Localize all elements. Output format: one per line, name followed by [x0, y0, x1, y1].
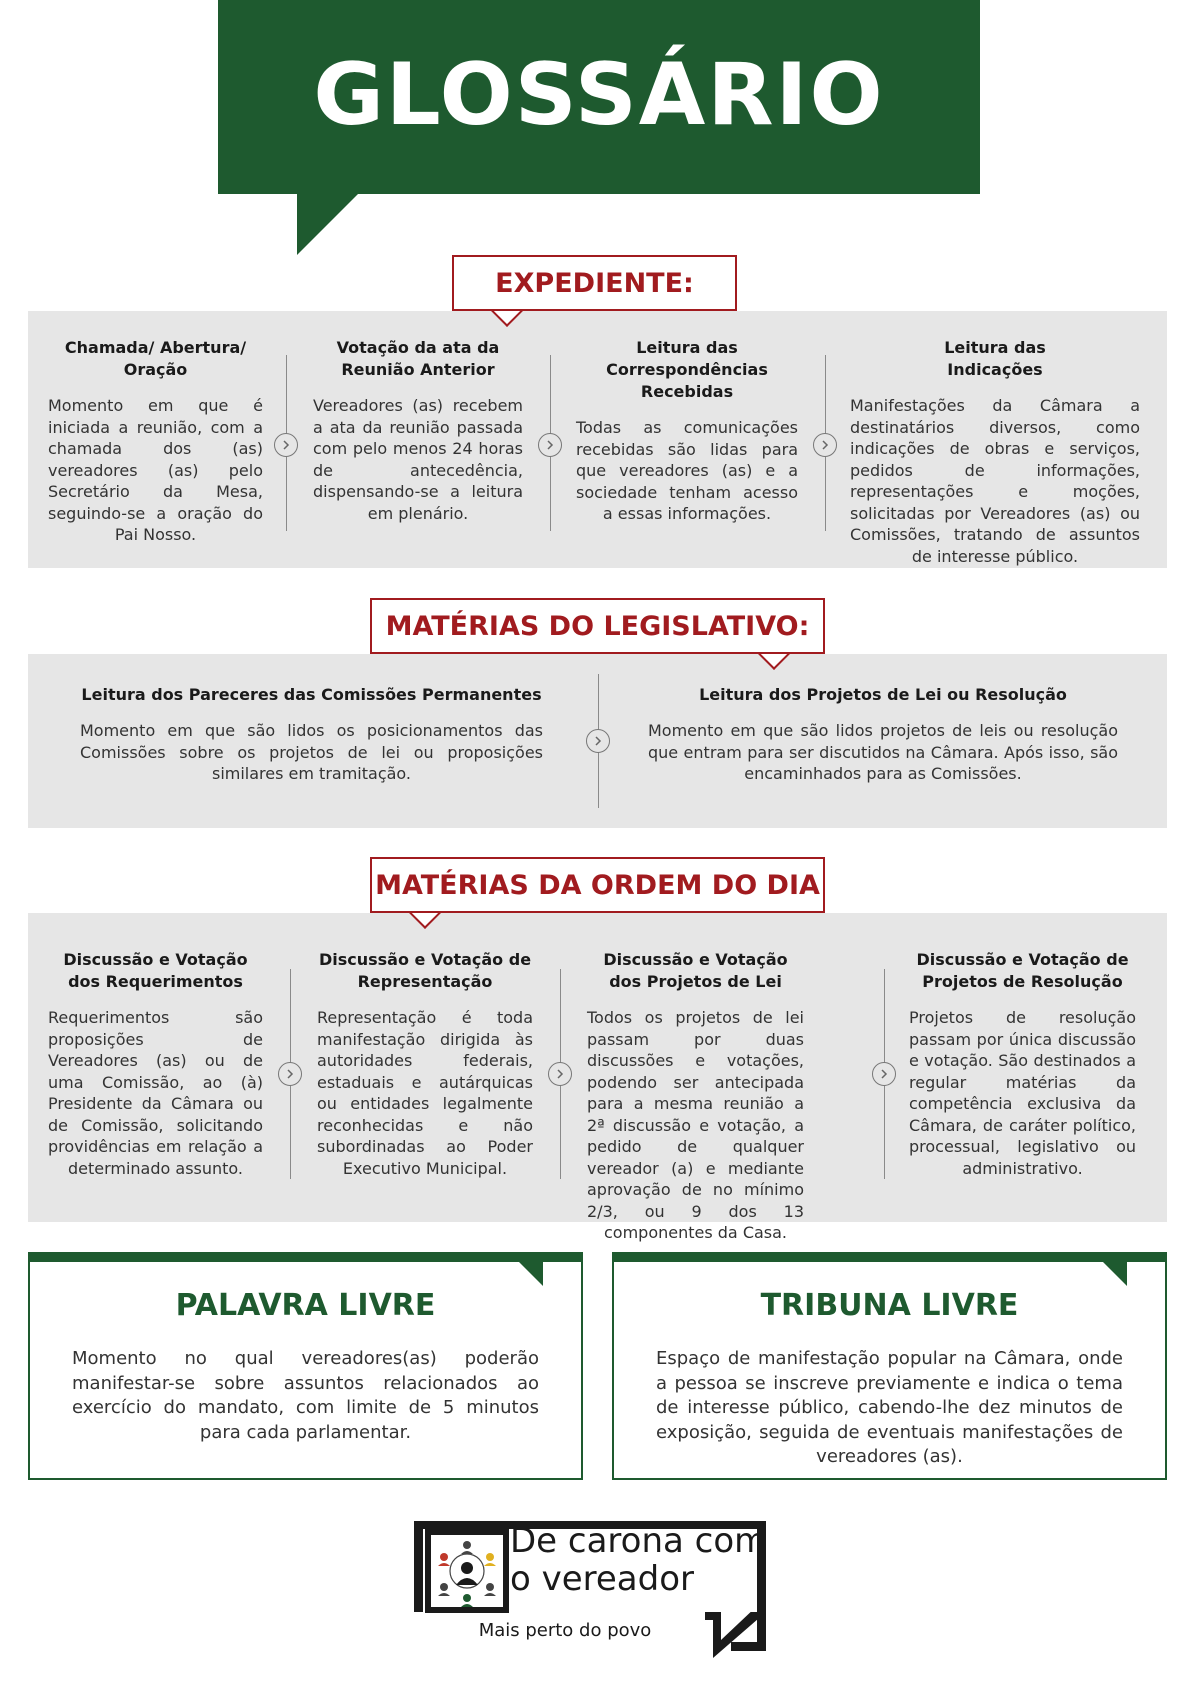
chevron-right-icon: [274, 433, 298, 457]
item-text: Manifestações da Câmara a destinatários diversos, como indicações de obras e serviços, pedidos de informações, representações e moções, solicitadas por Vereadores (as) ou Comissões, tratando de assuntos de interesse público.: [850, 396, 1140, 566]
box-title: TRIBUNA LIVRE: [760, 1288, 1019, 1323]
item-text: Representação é toda manifestação dirigida às autoridades federais, estaduais e autárquicas ou entidades legalmente reconhecidas e não subordinadas ao Poder Executivo Municipal.: [317, 1008, 533, 1178]
section-label-text: MATÉRIAS DO LEGISLATIVO:: [385, 610, 810, 642]
chevron-right-icon: [872, 1062, 896, 1086]
box-title: PALAVRA LIVRE: [175, 1288, 436, 1323]
title-banner: [218, 0, 980, 194]
logo-speech-tail: [705, 1612, 765, 1660]
section-label-legislativo: [370, 598, 825, 654]
list-item: [48, 337, 263, 546]
box-text: Momento no qual vereadores(as) poderão manifestar-se sobre assuntos relacionados ao exercício do mandato, com limite de 5 minutos para cada parlamentar.: [72, 1348, 539, 1443]
list-item: [850, 337, 1140, 567]
item-text: Todas as comunicações recebidas são lidas para que vereadores (as) e a sociedade tenham acesso a essas informações.: [576, 418, 798, 523]
item-title: Leitura das Indicações: [944, 338, 1046, 379]
list-item: [648, 684, 1118, 785]
box-corner-tail: [519, 1262, 543, 1286]
item-title: Chamada/ Abertura/ Oração: [64, 338, 247, 379]
list-item: [587, 949, 804, 1244]
panel-legislativo: [28, 654, 1167, 828]
section-label-expediente: [452, 255, 737, 311]
item-title: Discussão e Votação de Projetos de Resolução: [916, 950, 1129, 991]
box-text: Espaço de manifestação popular na Câmara, onde a pessoa se inscreve previamente e indica o tema de interesse público, cabendo-lhe dez minutos de exposição, seguida de eventuais manifestações de vereadores (as).: [656, 1348, 1123, 1467]
list-item: [80, 684, 543, 785]
panel-ordem: [28, 913, 1167, 1242]
section-label-text: EXPEDIENTE:: [495, 267, 694, 299]
list-item: [317, 949, 533, 1179]
item-text: Todos os projetos de lei passam por duas discussões e votações, podendo ser antecipada para a mesma reunião a 2ª discussão e votação, a pedido de qualquer vereador (a) e mediante aprovação de no mínimo 2/3, ou 9 dos 13 componentes da Casa.: [587, 1008, 804, 1242]
people-network-icon: [425, 1529, 509, 1613]
item-title: Votação da ata da Reunião Anterior: [336, 338, 500, 379]
item-text: Momento em que é iniciada a reunião, com a chamada dos (as) vereadores (as) pelo Secretário da Mesa, seguindo-se a oração do Pai Nosso.: [48, 396, 263, 544]
item-text: Momento em que são lidos os posicionamentos das Comissões sobre os projetos de lei ou proposições similares em tramitação.: [80, 721, 543, 783]
section-label-text: MATÉRIAS DA ORDEM DO DIA: [375, 869, 820, 901]
item-title: Leitura das Correspondências Recebidas: [606, 338, 768, 401]
logo-tagline: Mais perto do povo: [478, 1620, 652, 1641]
section-label-ordem: [370, 857, 825, 913]
chevron-right-icon: [586, 729, 610, 753]
banner-tail: [297, 193, 359, 255]
tribuna-livre-box: [612, 1252, 1167, 1480]
item-title: Leitura dos Projetos de Lei ou Resolução: [699, 685, 1067, 704]
chevron-right-icon: [538, 433, 562, 457]
palavra-livre-box: [28, 1252, 583, 1480]
item-title: Discussão e Votação de Representação: [318, 950, 532, 991]
chevron-right-icon: [813, 433, 837, 457]
item-title: Discussão e Votação dos Requerimentos: [63, 950, 248, 991]
item-title: Leitura dos Pareceres das Comissões Permanentes: [81, 685, 542, 704]
list-item: [909, 949, 1136, 1179]
item-text: Vereadores (as) recebem a ata da reunião passada com pelo menos 24 horas de antecedência, dispensando-se a leitura em plenário.: [313, 396, 523, 523]
item-title: Discussão e Votação dos Projetos de Lei: [603, 950, 788, 991]
list-item: [48, 949, 263, 1179]
item-text: Momento em que são lidos projetos de leis ou resolução que entram para ser discutidos na Câmara. Após isso, são encaminhados para as Comissões.: [648, 721, 1118, 783]
box-corner-tail: [1103, 1262, 1127, 1286]
list-item: [313, 337, 523, 524]
chevron-right-icon: [548, 1062, 572, 1086]
item-text: Projetos de resolução passam por única discussão e votação. São destinados a regular matérias da competência exclusiva da Câmara, de caráter político, processual, legislativo ou administrativo.: [909, 1008, 1136, 1178]
panel-expediente: [28, 311, 1167, 568]
page-title: GLOSSÁRIO: [313, 45, 885, 145]
chevron-right-icon: [278, 1062, 302, 1086]
item-text: Requerimentos são proposições de Vereadores (as) ou de uma Comissão, ao (à) Presidente da Câmara ou de Comissão, solicitando providências em relação a determinado assunto.: [48, 1008, 263, 1178]
list-item: [576, 337, 798, 525]
logo-title: De carona com o vereador: [510, 1521, 768, 1599]
